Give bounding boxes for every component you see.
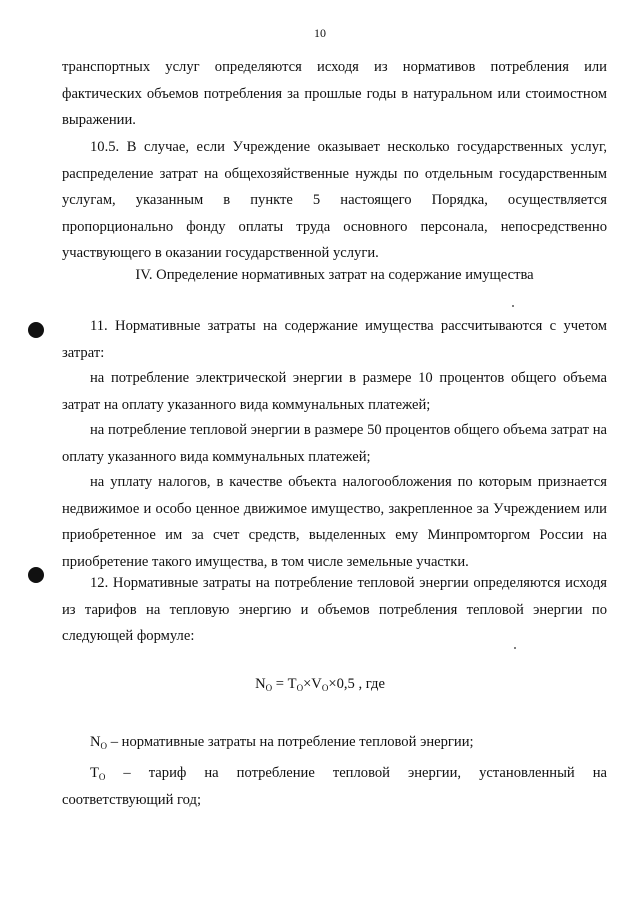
definition-n bbox=[90, 729, 607, 756]
formula-times-1: × bbox=[303, 676, 312, 692]
paragraph-heat: на потребление тепловой энергии в размере 50 процентов общего объема затрат на оплату указанного вида коммунальных платежей; bbox=[62, 422, 607, 465]
def-n-sub: О bbox=[100, 741, 108, 751]
formula-equals: = bbox=[272, 676, 288, 692]
paragraph-taxes: на уплату налогов, в качестве объекта налогообложения по которым признается недвижимое и особо ценное движимое имущество, закрепленное за Учреждением или приобретенное им за счет средств, выделенных ему Минпромторгом России на приобретение такого имущества, в том числе земельные участки. bbox=[62, 474, 607, 570]
paragraph-10-5: 10.5. В случае, если Учреждение оказывает несколько государственных услуг, распределение затрат на общехозяйственные нужды по отдельным государственным услугам, указанным в пункте 5 настоящего Порядка, осуществляется пропорционально фонду оплаты труда основного персонала, непосредственно участвующего в оказании государственной услуги. bbox=[62, 139, 607, 261]
formula-factor: 0,5 bbox=[336, 676, 355, 692]
scan-speck bbox=[514, 647, 516, 649]
paragraph-electricity: на потребление электрической энергии в размере 10 процентов общего объема затрат на оплату указанного вида коммунальных платежей; bbox=[62, 370, 607, 413]
formula-lhs-sub: О bbox=[265, 683, 273, 693]
paragraph-12: 12. Нормативные затраты на потребление тепловой энергии определяются исходя из тарифов на тепловую энергию и объемов потребления тепловой энергии по следующей формуле: bbox=[62, 575, 607, 644]
paragraph-11: 11. Нормативные затраты на содержание имущества рассчитываются с учетом затрат: bbox=[62, 318, 607, 361]
scan-speck bbox=[512, 305, 514, 307]
def-t-text: – тариф на потребление тепловой энергии, установленный на bbox=[105, 765, 607, 781]
binder-hole-bottom bbox=[28, 567, 44, 583]
formula-suffix: , где bbox=[354, 676, 385, 692]
binder-hole-top bbox=[28, 322, 44, 338]
def-t-sub: О bbox=[98, 772, 106, 782]
page-number: 10 bbox=[314, 26, 326, 40]
def-n-symbol: N bbox=[90, 734, 101, 750]
definition-t-line1 bbox=[90, 760, 607, 787]
formula-times-2: × bbox=[328, 676, 337, 692]
formula-volume-sub: О bbox=[321, 683, 329, 693]
formula-volume: V bbox=[311, 676, 322, 692]
def-t-symbol: Т bbox=[90, 765, 99, 781]
formula-lhs: N bbox=[255, 676, 266, 692]
definition-t-line2: соответствующий год; bbox=[62, 792, 202, 808]
section-heading: IV. Определение нормативных затрат на содержание имущества bbox=[135, 267, 534, 283]
paragraph-transport-services: транспортных услуг определяются исходя из нормативов потребления или фактических объемов потребления за прошлые годы в натуральном или стоимостном выражении. bbox=[62, 59, 607, 128]
def-n-text: – нормативные затраты на потребление тепловой энергии; bbox=[107, 734, 474, 750]
formula-tariff: Т bbox=[287, 676, 297, 692]
heat-cost-formula bbox=[0, 676, 640, 693]
formula-tariff-sub: О bbox=[296, 683, 304, 693]
